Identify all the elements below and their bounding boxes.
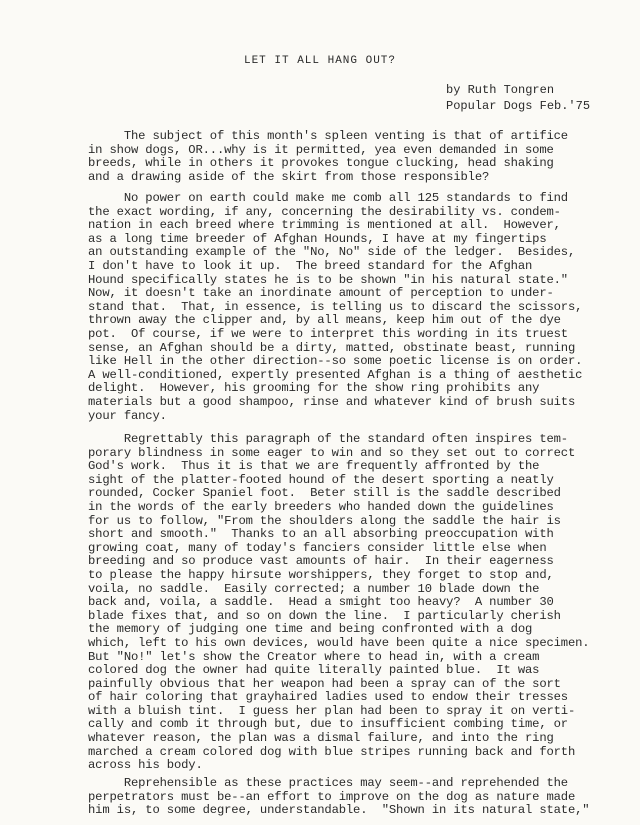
text-line: blade fixes that, and so on down the line. I particularly cherish xyxy=(88,608,561,623)
text-line: No power on earth could make me comb all 125 standards to find xyxy=(88,191,568,205)
text-line: porary blindness in some eager to win and so they set out to correct xyxy=(88,445,576,460)
text-line: rounded, Cocker Spaniel foot. Beter still is the saddle described xyxy=(88,486,561,501)
text-line: short and smooth." Thanks to an all absorbing preoccupation with xyxy=(88,527,554,542)
text-line: pot. Of course, if we were to interpret this wording in its truest xyxy=(88,326,568,341)
text-line: and a drawing aside of the skirt from those responsible? xyxy=(88,169,490,184)
text-line: your fancy. xyxy=(88,408,167,423)
text-line: which, left to his own devices, would have been quite a nice specimen. xyxy=(88,635,590,650)
text-line: stand that. That, in essence, is telling us to discard the scissors, xyxy=(88,299,583,314)
text-line: like Hell in the other direction--so some poetic license is on order. xyxy=(88,354,583,369)
text-line: him is, to some degree, understandable. "Shown in its natural state," xyxy=(88,803,590,818)
text-line: perpetrators must be--an effort to improve on the dog as nature made xyxy=(88,789,576,804)
byline-author: by Ruth Tongren xyxy=(446,83,555,97)
text-line: back and, voila, a saddle. Head a smight too heavy? A number 30 xyxy=(88,595,554,610)
text-line: sight of the platter-footed hound of the desert sporting a neatly xyxy=(88,472,554,487)
text-line: marched a cream colored dog with blue stripes running back and forth xyxy=(88,744,576,759)
text-line: Regrettably this paragraph of the standard often inspires tem- xyxy=(88,432,568,446)
text-line: Hound specifically states he is to be shown "in his natural state." xyxy=(88,272,568,287)
text-line: an outstanding example of the "No, No" side of the ledger. Besides, xyxy=(88,245,576,260)
text-line: across his body. xyxy=(88,758,203,773)
text-line: painfully obvious that her weapon had been a spray can of the sort xyxy=(88,676,561,691)
text-line: I don't have to look it up. The breed standard for the Afghan xyxy=(88,258,533,273)
text-line: A well-conditioned, expertly presented Afghan is a thing of aesthetic xyxy=(88,367,583,382)
text-line: to please the happy hirsute worshippers, they forget to stop and, xyxy=(88,567,554,582)
text-line: growing coat, many of today's fanciers consider little else when xyxy=(88,540,547,555)
byline-source: Popular Dogs Feb.'75 xyxy=(446,99,591,113)
text-line: colored dog the owner had quite literally painted blue. It was xyxy=(88,663,540,678)
text-line: the memory of judging one time and being confronted with a dog xyxy=(88,622,533,637)
text-line: in the words of the early breeders who handed down the guidelines xyxy=(88,499,554,514)
text-line: nation in each breed where trimming is mentioned at all. However, xyxy=(88,218,561,233)
text-line: God's work. Thus it is that we are frequently affronted by the xyxy=(88,459,540,474)
text-line: with a bluish tint. I guess her plan had been to spray it on verti- xyxy=(88,703,576,718)
text-line: as a long time breeder of Afghan Hounds, I have at my fingertips xyxy=(88,231,547,246)
text-line: materials but a good shampoo, rinse and whatever kind of brush suits xyxy=(88,394,576,409)
text-line: voila, no saddle. Easily corrected; a number 10 blade down the xyxy=(88,581,540,596)
text-line: breeding and so produce vast amounts of hair. In their eagerness xyxy=(88,554,554,569)
text-line: in show dogs, OR...why is it permitted, yea even demanded in some xyxy=(88,142,554,157)
text-line: whatever reason, the plan was a dismal failure, and into the ring xyxy=(88,731,554,746)
paragraph-standards xyxy=(88,192,628,423)
text-line: sense, an Afghan should be a dirty, matted, obstinate beast, running xyxy=(88,340,576,355)
paragraph-intro xyxy=(88,130,628,184)
text-line: breeds, while in others it provokes tongue clucking, head shaking xyxy=(88,156,554,171)
article-title: LET IT ALL HANG OUT? xyxy=(243,55,397,67)
text-line: Now, it doesn't take an inordinate amount of perception to under- xyxy=(88,286,554,301)
text-line: cally and comb it through but, due to insufficient combing time, or xyxy=(88,717,568,732)
paragraph-regrettably xyxy=(88,433,628,773)
text-line: thrown away the clipper and, by all means, keep him out of the dye xyxy=(88,313,561,328)
byline xyxy=(446,82,590,114)
text-line: the exact wording, if any, concerning the desirability vs. condem- xyxy=(88,204,561,219)
text-line: of hair coloring that grayhaired ladies used to endow their tresses xyxy=(88,690,568,705)
text-line: But "No!" let's show the Creator where to head in, with a cream xyxy=(88,649,540,664)
text-line: delight. However, his grooming for the show ring prohibits any xyxy=(88,381,540,396)
text-line: The subject of this month's spleen venting is that of artifice xyxy=(88,129,568,143)
text-line: for us to follow, "From the shoulders along the saddle the hair is xyxy=(88,513,561,528)
paragraph-reprehensible xyxy=(88,777,628,818)
text-line: Reprehensible as these practices may seem--and reprehended the xyxy=(88,776,568,790)
